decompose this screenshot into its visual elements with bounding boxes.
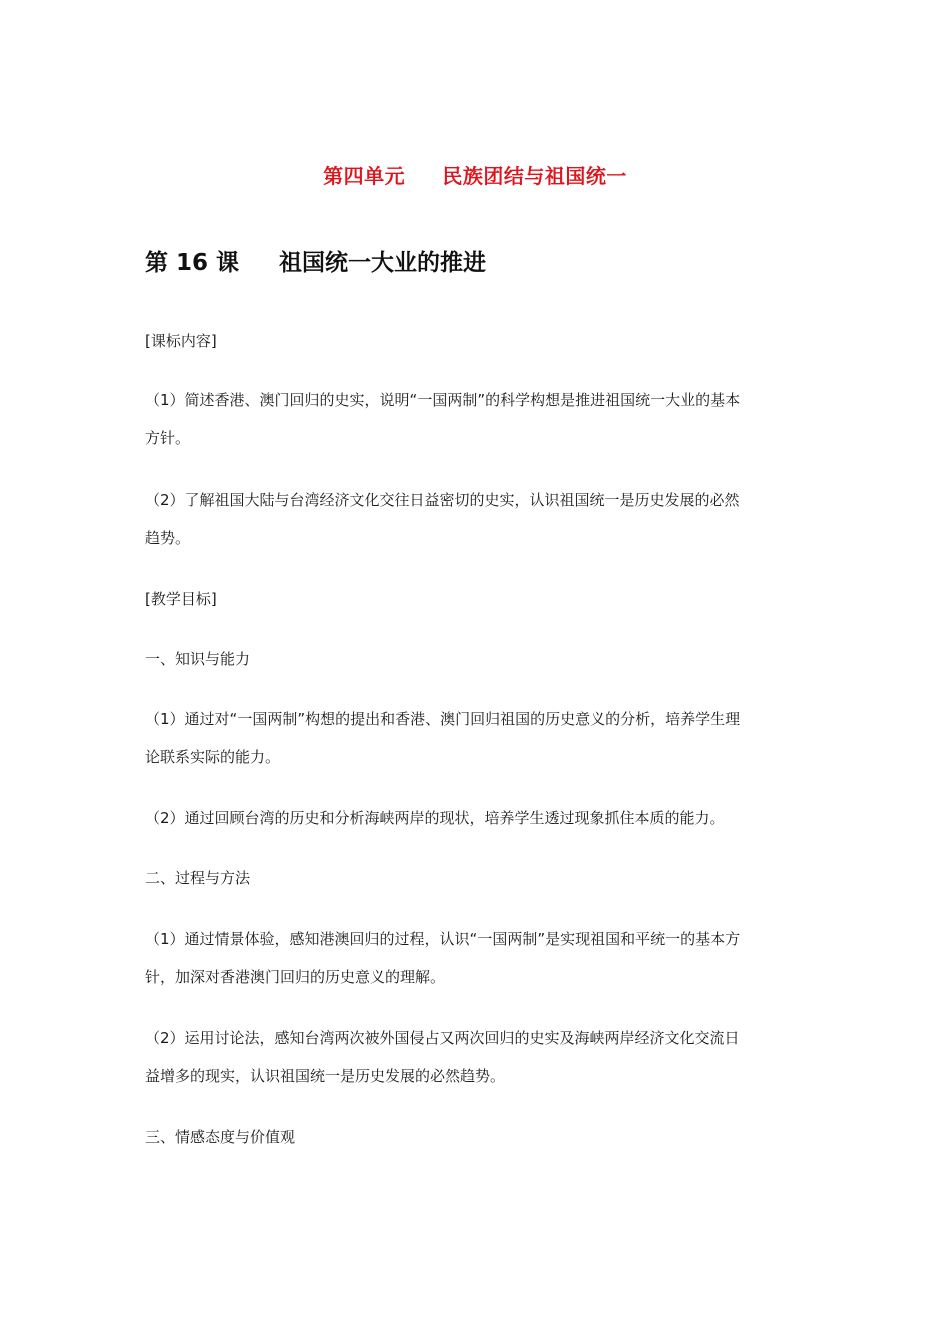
curriculum-item-1-line-1: （1）简述香港、澳门回归的史实，说明“一国两制”的科学构想是推进祖国统一大业的基本 [145, 391, 741, 409]
curriculum-heading [145, 322, 810, 360]
goals-heading [145, 580, 810, 618]
process-heading [145, 859, 810, 897]
curriculum-item-2-line-1: （2）了解祖国大陆与台湾经济文化交往日益密切的史实，认识祖国统一是历史发展的必然 [145, 491, 740, 509]
knowledge-item-1 [145, 700, 810, 776]
lesson-title: 第 16 课 祖国统一大业的推进 [145, 250, 487, 276]
knowledge-item-2-line-1: （2）通过回顾台湾的历史和分析海峡两岸的现状，培养学生透过现象抓住本质的能力。 [145, 809, 725, 827]
curriculum-item-1 [145, 381, 810, 457]
process-item-1-line-1: （1）通过情景体验，感知港澳回归的过程，认识“一国两制”是实现祖国和平统一的基本方 [145, 930, 741, 948]
process-item-2-line-2: 益增多的现实，认识祖国统一是历史发展的必然趋势。 [145, 1067, 506, 1085]
process-item-2-line-1: （2）运用讨论法，感知台湾两次被外国侵占又两次回归的史实及海峡两岸经济文化交流日 [145, 1029, 740, 1047]
curriculum-heading-text: [课标内容] [145, 332, 217, 350]
process-item-2 [145, 1019, 810, 1095]
attitude-heading [145, 1118, 810, 1156]
knowledge-item-2 [145, 799, 810, 837]
goals-heading-text: [教学目标] [145, 590, 217, 608]
unit-title: 第四单元 民族团结与祖国统一 [323, 164, 627, 188]
process-item-1 [145, 920, 810, 996]
attitude-heading-text: 三、情感态度与价值观 [145, 1128, 296, 1146]
curriculum-item-2 [145, 481, 810, 557]
process-item-1-line-2: 针，加深对香港澳门回归的历史意义的理解。 [145, 968, 446, 986]
knowledge-item-1-line-2: 论联系实际的能力。 [145, 748, 281, 766]
curriculum-item-2-line-2: 趋势。 [145, 529, 191, 547]
curriculum-item-1-line-2: 方针。 [145, 429, 191, 447]
process-heading-text: 二、过程与方法 [145, 869, 251, 887]
knowledge-heading [145, 640, 810, 678]
knowledge-heading-text: 一、知识与能力 [145, 650, 251, 668]
knowledge-item-1-line-1: （1）通过对“一国两制”构想的提出和香港、澳门回归祖国的历史意义的分析，培养学生理 [145, 710, 741, 728]
